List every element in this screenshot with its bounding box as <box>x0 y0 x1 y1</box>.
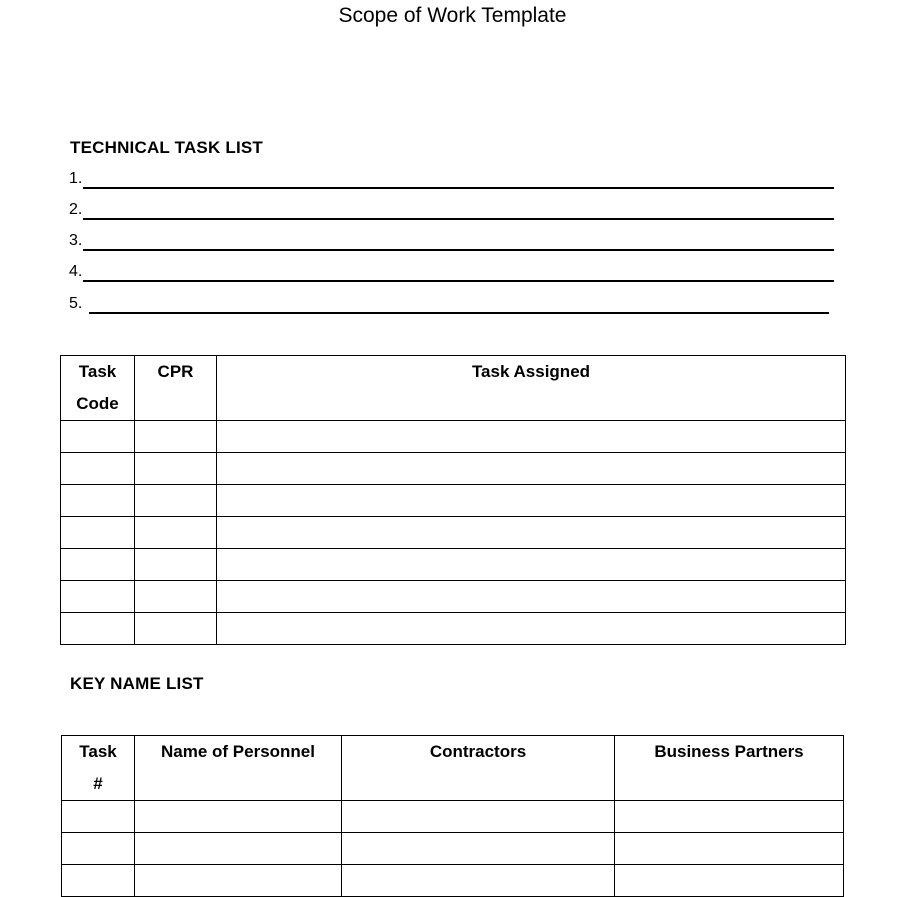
column-header-name-of-personnel <box>135 736 342 801</box>
table-row <box>61 485 846 517</box>
task-number-cell[interactable] <box>62 801 135 833</box>
task-number-header-line2: # <box>93 774 103 793</box>
table-row <box>62 833 844 865</box>
task-list-item <box>69 263 835 283</box>
document-title: Scope of Work Template <box>338 4 567 27</box>
task-list-item <box>69 232 835 252</box>
personnel-name-cell[interactable] <box>135 833 342 865</box>
column-header-task-code <box>61 356 135 421</box>
task-code-header-line1: Task <box>78 362 117 381</box>
cpr-cell[interactable] <box>135 549 217 581</box>
business-partners-cell[interactable] <box>615 801 844 833</box>
task-code-cell[interactable] <box>61 613 135 645</box>
task-list-item-blank-line[interactable] <box>83 187 834 189</box>
column-header-contractors <box>342 736 615 801</box>
task-code-cell[interactable] <box>61 421 135 453</box>
name-of-personnel-header-label: Name of Personnel <box>161 742 315 761</box>
cpr-header-label: CPR <box>157 362 194 381</box>
task-assigned-cell[interactable] <box>217 421 846 453</box>
cpr-cell[interactable] <box>135 581 217 613</box>
contractors-cell[interactable] <box>342 833 615 865</box>
task-number-header-line1: Task <box>79 742 117 761</box>
task-list-item <box>69 295 835 315</box>
task-assigned-cell[interactable] <box>217 581 846 613</box>
business-partners-header-label: Business Partners <box>654 742 804 761</box>
cpr-cell[interactable] <box>135 517 217 549</box>
table-header-row <box>62 736 844 801</box>
table-row <box>61 421 846 453</box>
task-assigned-cell[interactable] <box>217 453 846 485</box>
key-name-table <box>61 735 844 897</box>
contractors-cell[interactable] <box>342 801 615 833</box>
task-list-item <box>69 201 835 221</box>
task-assignment-table <box>60 355 846 645</box>
task-list-item-blank-line[interactable] <box>83 249 834 251</box>
task-list-item-blank-line[interactable] <box>83 218 834 220</box>
column-header-cpr <box>135 356 217 421</box>
task-assigned-cell[interactable] <box>217 485 846 517</box>
task-list-item-number: 5. <box>69 295 83 312</box>
task-assigned-cell[interactable] <box>217 613 846 645</box>
table-row <box>61 581 846 613</box>
task-code-cell[interactable] <box>61 549 135 581</box>
table-row <box>62 801 844 833</box>
table-header-row <box>61 356 846 421</box>
column-header-task-assigned <box>217 356 846 421</box>
table-row <box>61 549 846 581</box>
key-name-list-heading: KEY NAME LIST <box>70 674 204 693</box>
table-row <box>61 517 846 549</box>
task-assigned-header-label: Task Assigned <box>471 362 591 381</box>
task-code-header-line2: Code <box>76 394 119 413</box>
task-number-cell[interactable] <box>62 833 135 865</box>
task-list-item <box>69 170 835 190</box>
cpr-cell[interactable] <box>135 421 217 453</box>
contractors-header-label: Contractors <box>429 742 527 761</box>
task-list-item-number: 1. <box>69 170 83 187</box>
task-code-cell[interactable] <box>61 517 135 549</box>
personnel-name-cell[interactable] <box>135 801 342 833</box>
column-header-business-partners <box>615 736 844 801</box>
task-list-item-number: 4. <box>69 263 83 280</box>
task-list-item-blank-line[interactable] <box>89 312 829 314</box>
table-row <box>61 613 846 645</box>
task-code-cell[interactable] <box>61 453 135 485</box>
cpr-cell[interactable] <box>135 485 217 517</box>
task-code-cell[interactable] <box>61 485 135 517</box>
task-list-item-blank-line[interactable] <box>83 280 834 282</box>
table-row <box>61 453 846 485</box>
column-header-task-number <box>62 736 135 801</box>
task-assigned-cell[interactable] <box>217 549 846 581</box>
technical-task-list-heading: TECHNICAL TASK LIST <box>70 138 263 157</box>
task-assigned-cell[interactable] <box>217 517 846 549</box>
cpr-cell[interactable] <box>135 613 217 645</box>
task-code-cell[interactable] <box>61 581 135 613</box>
business-partners-cell[interactable] <box>615 833 844 865</box>
cpr-cell[interactable] <box>135 453 217 485</box>
task-list-item-number: 3. <box>69 232 83 249</box>
task-list-item-number: 2. <box>69 201 83 218</box>
